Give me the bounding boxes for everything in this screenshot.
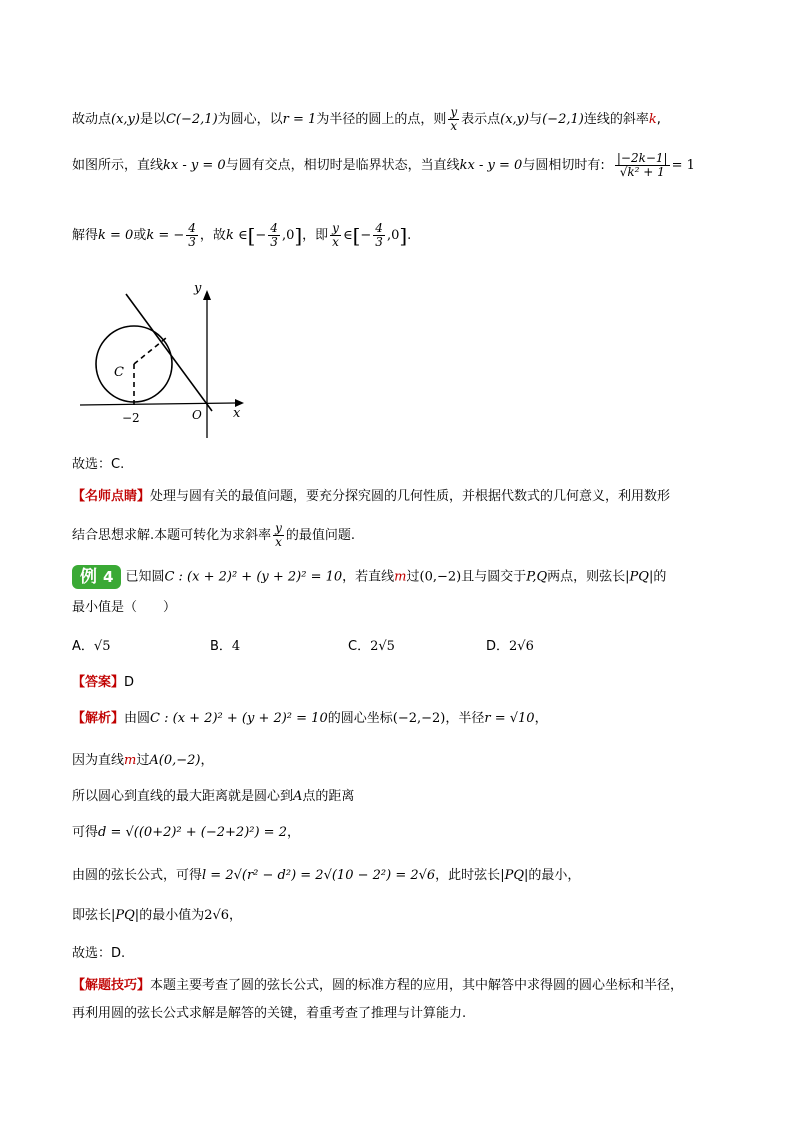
solution-line-1 [72,106,661,133]
solution-line-2 [72,152,695,179]
answer-tag: 【答案】 [72,675,125,690]
bracket: [ [247,223,256,248]
text: 表示点 [461,112,501,127]
text: 过 [406,569,420,585]
text: 为圆心，以 [217,112,283,127]
tangent-distance-fraction: $\frac{|-2k-1|}{\text{√k² + 1}}$ [616,151,668,179]
math: m [124,753,137,768]
text: 的最小值为 [139,908,205,923]
example-badge: 例 4 [72,565,121,589]
math: P,Q [526,569,548,585]
math: k = − [146,228,185,243]
math: C : (x + 2)² + (y + 2)² = 10 [150,711,328,726]
analysis-line-6 [72,906,242,926]
text: ，若直线 [342,569,395,585]
option-b[interactable]: B．4 [210,639,241,654]
text: 处理与圆有关的最值问题，要充分探究圆的几何性质，并根据代数式的几何意义，利用数形 [150,489,671,504]
skill-line-1 [72,976,683,996]
text: 解得 [72,228,99,243]
text: 由圆的弦长公式，可得 [72,868,203,883]
answer-line [72,673,134,693]
math: 2√6 [204,908,230,923]
text: 的最小， [528,868,581,883]
answer-value: D [124,675,135,690]
math: (x,y) [500,112,530,127]
bracket: ] [294,223,303,248]
text: 点的距离 [302,789,355,804]
fraction-4-3: $\frac{4}{3}$ [375,221,383,249]
math: ,0 [281,228,295,243]
text: ，即 [302,228,329,243]
math: A [293,789,303,804]
math: k [648,112,657,127]
c-label: C [114,365,124,380]
x-axis [80,403,235,405]
option-a[interactable]: A．√5 [72,639,111,654]
text: ， [200,753,214,768]
math: k = 0 [98,228,134,243]
text: 本题主要考查了圆的弦长公式，圆的标准方程的应用，其中解答中求得圆的圆心坐标和半径， [150,978,684,993]
bracket: [ [352,223,361,248]
text: 且与圆交于 [461,569,527,585]
option-d[interactable]: D．2√6 [486,639,534,654]
analysis-line-4 [72,823,300,843]
text: 与圆相切时有: [522,158,605,173]
text: 因为直线 [72,753,125,768]
tick-neg2-label: −2 [122,411,140,425]
option-c[interactable]: C．2√5 [348,639,395,654]
text: ， [286,825,300,840]
math: kx - y = 0 [459,158,523,173]
bracket: ] [399,223,408,248]
analysis-line-5 [72,866,580,886]
analysis-line-1 [72,709,548,729]
text: ， [534,711,548,726]
text: 故动点 [72,112,112,127]
text: ，故 [199,228,226,243]
fraction-y-over-x: $\frac{y}{x}$ [275,521,282,549]
math: k ∈ [225,228,248,243]
math: ,0 [386,228,400,243]
text: 结合思想求解.本题可转化为求斜率 [72,528,272,543]
text: 与 [529,112,543,127]
tip-tag: 【名师点睛】 [72,489,151,504]
tip-line-1 [72,487,670,507]
analysis-line-2 [72,751,213,771]
math: r = 1 [282,112,317,127]
text: 已知圆 [125,569,165,585]
analysis-line-7: 故选：D. [72,946,126,961]
text: . [407,228,412,243]
options-row [72,637,624,657]
math: l = 2√(r² − d²) = 2√(10 − 2²) = 2√6 [202,868,436,883]
math: (−2,1) [542,112,584,127]
text: 所以圆心到直线的最大距离就是圆心到 [72,789,294,804]
text: 连线的斜率 [583,112,649,127]
text: 由圆 [124,711,151,726]
math: ∈ [342,228,353,243]
text: ，半径 [445,711,485,726]
text: 的 [653,569,667,585]
solution-line-3 [72,222,411,249]
skill-line-2: 再利用圆的弦长公式求解是解答的关键，着重考查了推理与计算能力. [72,1006,467,1021]
fraction-4-3: $\frac{4}{3}$ [270,221,278,249]
circle-tangent-figure [80,278,250,440]
math: |PQ| [625,569,654,585]
y-label: y [194,281,202,296]
text: 的圆心坐标 [327,711,393,726]
math: = 1 [671,158,695,173]
math: C : (x + 2)² + (y + 2)² = 10 [164,569,343,585]
text: 即弦长 [72,908,112,923]
text: 是以 [139,112,166,127]
math: A(0,−2) [149,753,201,768]
text: 如图所示，直线 [72,158,164,173]
x-label: x [233,406,241,421]
text: 为半径的圆上的点，则 [316,112,447,127]
o-label: O [192,408,202,422]
example-question-line-2: 最小值是（ ） [72,600,177,615]
answer-c-line: 故选：C. [72,457,125,472]
analysis-line-3 [72,787,354,807]
math: (−2,−2) [392,711,446,726]
math: (x,y) [111,112,140,127]
text: ，此时弦长 [435,868,501,883]
text: 可得 [72,825,99,840]
math: m [394,569,407,585]
text: 或 [133,228,147,243]
math: (0,−2) [419,569,462,585]
skill-tag: 【解题技巧】 [72,978,151,993]
math: r = √10 [484,711,535,726]
math: d = √((0+2)² + (−2+2)²) = 2 [98,825,287,840]
math: |PQ| [500,868,529,883]
tangent-line [126,294,212,411]
text: , [656,112,661,127]
tip-line-2 [72,522,355,549]
analysis-tag: 【解析】 [72,711,125,726]
text: 两点，则弦长 [547,569,626,585]
text: 过 [136,753,150,768]
fraction-y-over-x: $\frac{y}{x}$ [450,105,458,133]
math: − [255,228,267,243]
fraction-y-over-x: $\frac{y}{x}$ [332,221,339,249]
math: − [360,228,372,243]
example-question-line-1 [72,565,666,589]
y-axis-arrow [203,290,211,300]
math: C(−2,1) [165,112,218,127]
text: 的最值问题. [285,528,356,543]
math: kx - y = 0 [163,158,226,173]
math: |PQ| [111,908,140,923]
text: 与圆有交点，相切时是临界状态，当直线 [225,158,460,173]
fraction-4-3: $\frac{4}{3}$ [188,221,196,249]
text: ， [229,908,243,923]
